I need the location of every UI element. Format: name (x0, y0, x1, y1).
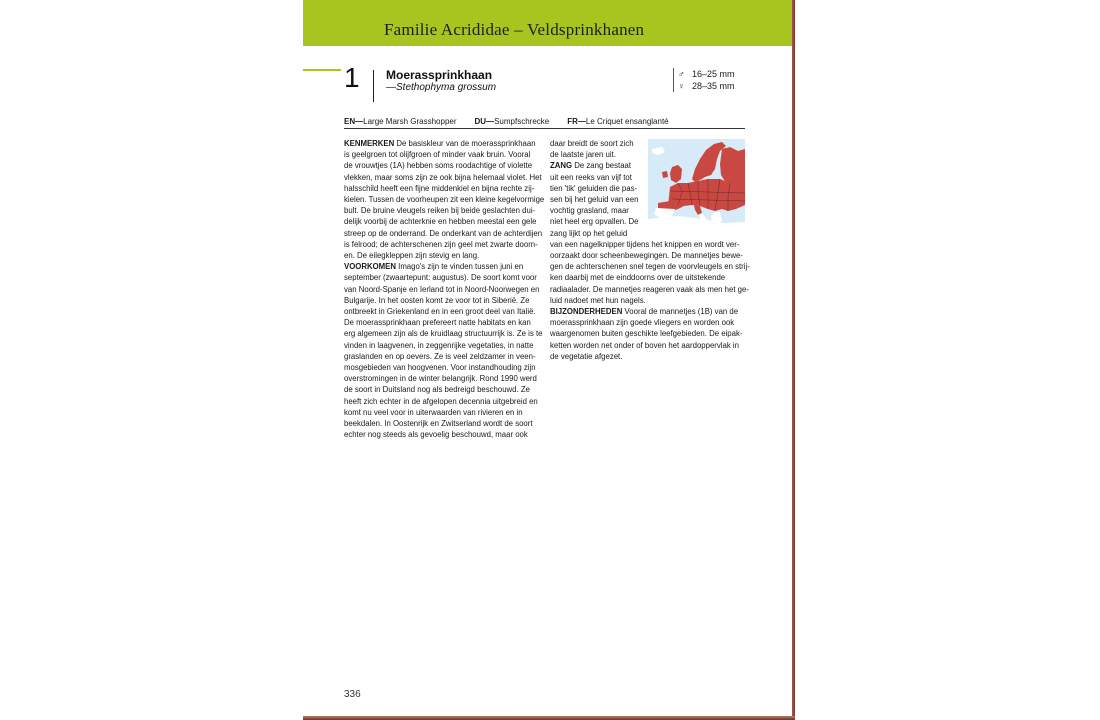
line-text: vochtig grasland, maar (550, 206, 629, 216)
line-text: De basiskleur van de moerassprinkhaan (394, 139, 536, 148)
text-line (550, 261, 750, 272)
text-line (344, 340, 540, 351)
text-line (344, 228, 543, 239)
text-line (344, 407, 540, 418)
line-text: gen de achterschenen snel tegen de voorvleugels en strij- (550, 262, 750, 272)
line-text: is geelgroen tot olijfgroen of minder vaak bruin. Vooral (344, 150, 531, 160)
left-text-column (344, 138, 545, 440)
line-text: de soort in Duitsland nog als bedreigd beschouwd. Ze (344, 385, 530, 395)
line-text: waargenomen buiten geschikte leefgebieden. De eipak- (550, 329, 743, 339)
line-text: van Noord-Spanje en Ierland tot in Noord-Noorwegen en (344, 284, 540, 294)
line-text: en. De eilegkleppen zijn stevig en lang. (344, 251, 480, 261)
chapter-title: Familie Acrididae – Veldsprinkhanen (384, 20, 645, 39)
line-text: delijk voorbij de achterknie en hebben meestal een gele (344, 217, 537, 227)
text-line (344, 284, 540, 295)
text-line (344, 306, 540, 317)
male-symbol-icon: ♂ (678, 69, 685, 79)
text-line (550, 272, 746, 283)
text-line (550, 295, 746, 306)
line-text: de laatste jaren uit. (550, 150, 616, 160)
text-line (550, 239, 746, 250)
text-line (344, 418, 540, 429)
text-line (344, 396, 540, 407)
text-line (344, 351, 540, 362)
species-number: 1 (344, 62, 360, 93)
text-line (550, 328, 746, 339)
line-text: uit een reeks van vijf tot (550, 172, 632, 182)
text-line (344, 429, 540, 440)
text-line (550, 351, 746, 362)
text-line (344, 384, 540, 395)
line-text: niet heel erg opvallen. De (550, 217, 639, 227)
line-text: luid nadoet met hun nagels. (550, 295, 646, 305)
du-name: Sumpfschrecke (494, 117, 550, 126)
line-text: erg algemeen zijn als de kruidlaag structuurrijk is. Ze is te (344, 329, 543, 339)
line-text: ketten worden net onder of boven het aardoppervlak in (550, 340, 739, 350)
text-line (550, 284, 749, 295)
text-line (550, 340, 746, 351)
species-latin-name (386, 82, 496, 93)
page-edge (792, 0, 795, 720)
en-label: EN— (344, 117, 364, 126)
page-bottom-edge (303, 716, 795, 720)
text-line (344, 149, 540, 160)
line-text: daar breidt de soort zich (550, 139, 634, 148)
line-text: oorzaakt door scheenbewegingen. De mannetjes bewe- (550, 251, 743, 261)
line-text: van een nagelknipper tijdens het knippen en wordt ver- (550, 239, 740, 249)
line-text: september (zwaartepunt: augustus). De soort komt voor (344, 273, 537, 283)
line-text: bult. De bruine vleugels reiken bij beide geslachten dui- (344, 206, 536, 216)
line-text: heeft zich echter in de afgelopen decennia uitgebreid en (344, 396, 538, 406)
fr-name: Le Criquet ensanglanté (585, 117, 669, 126)
line-text: sen bij het geluid van een (550, 195, 639, 205)
section-heading: BIJZONDERHEDEN (550, 307, 623, 317)
line-text: ken daarbij met de einddoorns over de uitstekende (550, 273, 726, 283)
text-line (344, 272, 540, 283)
text-line (550, 317, 746, 328)
text-line (344, 205, 540, 216)
text-line (344, 328, 543, 339)
male-size: 16–25 mm (692, 69, 735, 79)
line-text: graslanden en op oevers. Ze is veel zeldzamer in veen- (344, 351, 536, 361)
du-label: DU— (474, 117, 495, 126)
text-line (550, 306, 746, 317)
line-text: kielen. Tussen de voorheupen zit een kleine kegelvormige (344, 195, 545, 205)
line-text: is felrood; de achterschenen zijn geel met zwarte doorn- (344, 239, 538, 249)
section-heading: KENMERKEN (344, 139, 395, 148)
text-line (344, 295, 540, 306)
line-text: radiaalader. De mannetjes reageren vaak als men het ge- (550, 284, 749, 294)
line-text: moerassprinkhaan zijn goede vliegers en worden ook (550, 318, 735, 328)
line-text: tien 'tik' geluiden die pas- (550, 183, 638, 193)
text-line (344, 362, 540, 373)
text-line (344, 183, 540, 194)
female-size-row (678, 80, 735, 92)
line-text: Bulgarije. In het oosten komt ze voor tot in Siberië. Ze (344, 295, 530, 305)
line-text: vinden in laagvenen, in zeggenrijke vegetaties, in natte (344, 340, 534, 350)
distribution-map (648, 139, 745, 231)
text-line (344, 373, 540, 384)
line-text: vlekken, maar soms zijn ze ook bijna helemaal violet. Het (344, 172, 542, 182)
map-range-ireland (662, 171, 668, 178)
line-text: komt nu veel voor in uiterwaarden van rivieren en in (344, 407, 523, 417)
line-text: halsschild heeft een fijne middenkiel en bijna rechte zij- (344, 183, 535, 193)
line-text: de vegetatie afgezet. (550, 351, 623, 361)
line-text: de vrouwtjes (1A) hebben soms roodachtige of violette (344, 161, 533, 171)
page-number: 336 (344, 689, 361, 700)
line-text: Vooral de mannetjes (1B) van de (622, 307, 739, 317)
text-line (344, 160, 540, 171)
species-name: Moerassprinkhaan (386, 68, 493, 82)
section-heading: ZANG (550, 161, 573, 171)
size-block (678, 68, 735, 92)
size-divider (673, 68, 674, 92)
section-heading: VOORKOMEN (344, 262, 396, 272)
text-line (344, 261, 540, 272)
latin-name-text: Stethophyma grossum (396, 82, 497, 93)
line-text: Imago's zijn te vinden tussen juni en (395, 262, 524, 272)
line-text: zang lijkt op het geluid (550, 228, 628, 238)
line-text: mosgebieden van hoogvenen. Voor instandhouding zijn (344, 363, 536, 373)
line-text: echter nog steeds als gevoelig beschouwd, maar ook (344, 430, 528, 440)
text-line (344, 172, 540, 183)
text-line (344, 239, 540, 250)
text-line (344, 216, 540, 227)
text-line (550, 250, 746, 261)
language-names (344, 117, 669, 126)
number-divider (373, 70, 374, 102)
female-size: 28–35 mm (692, 81, 735, 91)
language-rule (344, 128, 745, 129)
text-line (344, 317, 540, 328)
latin-prefix: — (386, 82, 396, 93)
female-symbol-icon: ♀ (678, 81, 685, 91)
line-text: beekdalen. In Oostenrijk en Zwitserland wordt de soort (344, 419, 533, 429)
map-range-central-europe (668, 179, 745, 211)
line-text: De zang bestaat (572, 161, 632, 171)
line-text: streep op de onderrand. De onderkant van de achterdijen (344, 228, 543, 238)
male-size-row (678, 68, 735, 80)
accent-rule (303, 69, 341, 71)
text-line (344, 250, 540, 261)
en-name: Large Marsh Grasshopper (363, 117, 457, 126)
text-line (344, 194, 545, 205)
line-text: De moerassprinkhaan prefereert natte habitats en kan (344, 318, 531, 328)
line-text: overstromingen in de winter belangrijk. Rond 1990 werd (344, 374, 537, 384)
fr-label: FR— (567, 117, 586, 126)
line-text: ontbreekt in Griekenland en in een groot deel van Italië. (344, 307, 536, 317)
text-line (344, 138, 540, 149)
